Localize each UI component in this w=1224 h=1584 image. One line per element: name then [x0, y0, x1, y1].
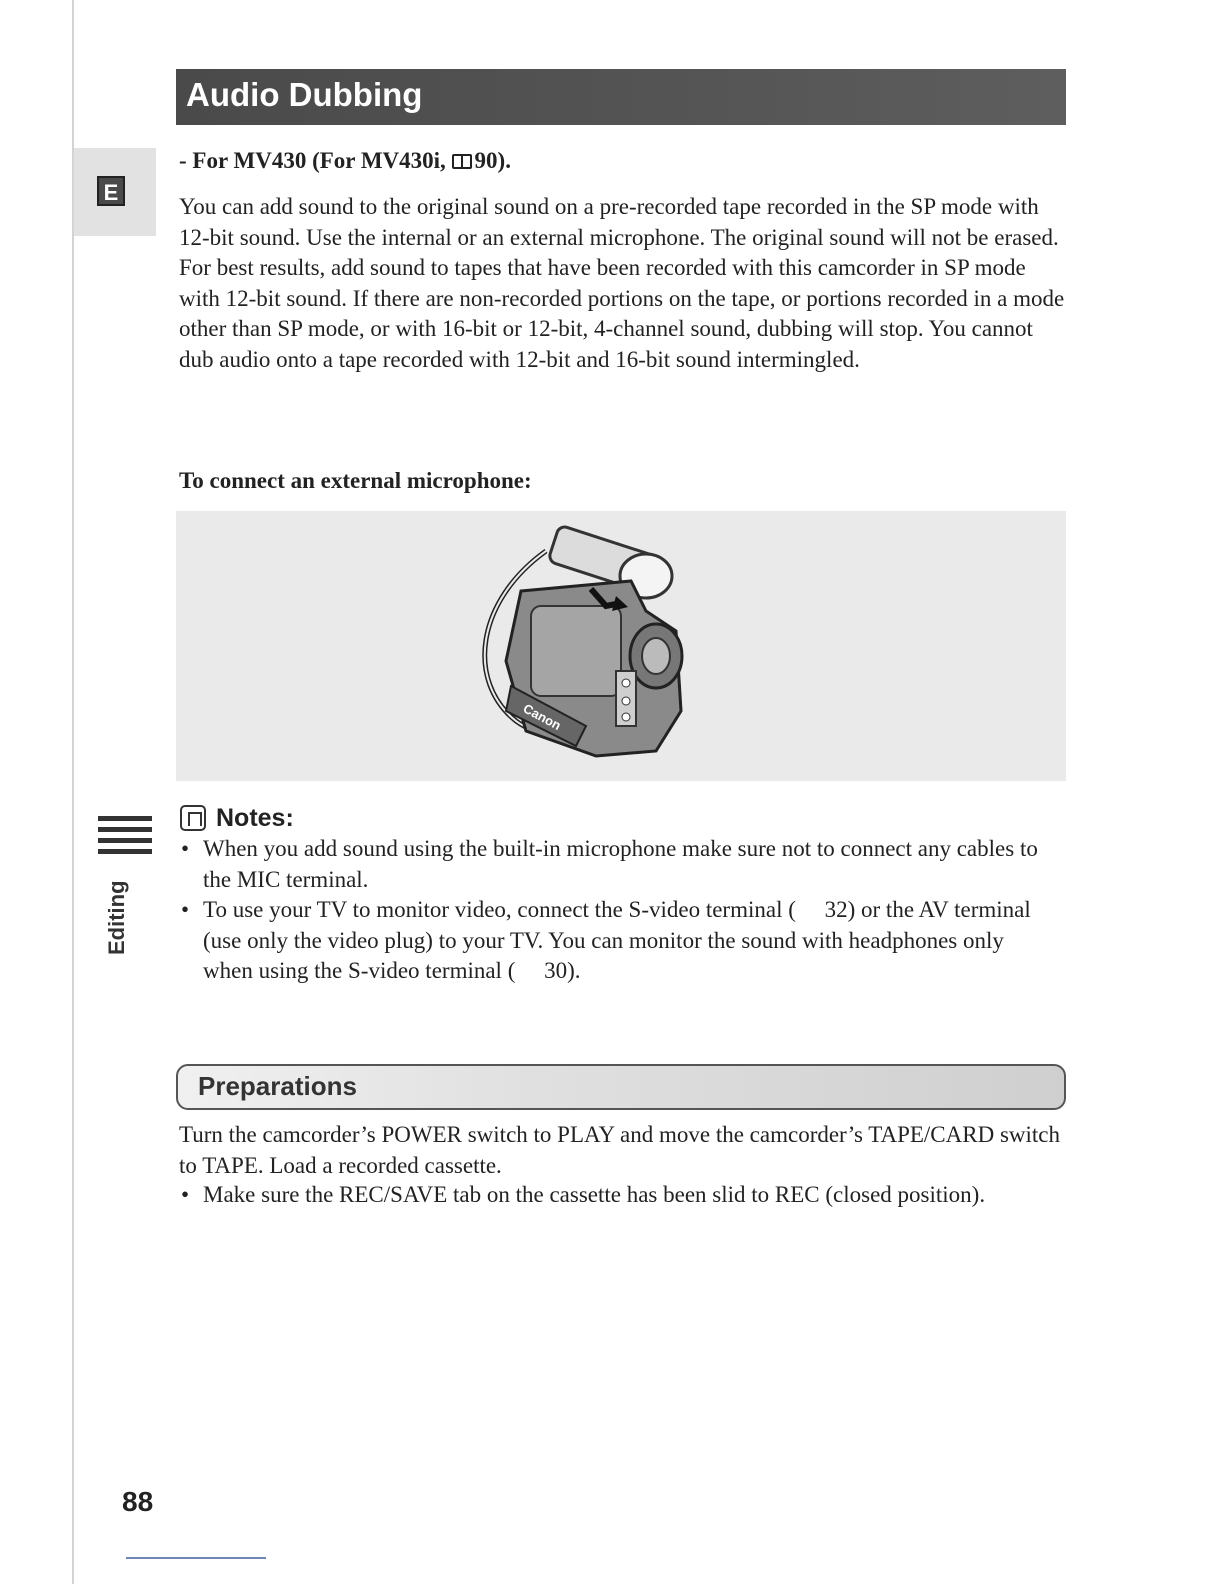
book-icon [452, 154, 472, 169]
note-item: • When you add sound using the built-in microphone make sure not to connect any cables to the MIC terminal. [179, 834, 1059, 895]
note-item: • To use your TV to monitor video, connect the S-video terminal ( 32) or the AV terminal (use only the video plug) to your TV. You can monitor the sound with headphones only when using the S-video terminal ( 30). [179, 895, 1059, 987]
page-title: Audio Dubbing [186, 76, 423, 113]
preparations-bar [176, 1064, 1066, 1110]
preparations-list [179, 1180, 1059, 1211]
preparation-item: • Make sure the REC/SAVE tab on the cassette has been slid to REC (closed position). [179, 1180, 1059, 1211]
section-index-bars [98, 816, 152, 860]
language-tab: E [97, 176, 125, 206]
notes-list [179, 834, 1059, 987]
model-line [179, 146, 1069, 177]
camcorder-microphone-drawing [176, 511, 1066, 781]
page-number: 88 [122, 1486, 154, 1517]
camcorder-logo: Canon [520, 700, 564, 733]
intro-paragraph-2: For best results, add sound to tapes that have been recorded with this camcorder in SP mode with 12-bit sound. If there are non-recorded portions on the tape, or portions recorded in a mode other than SP mode, or with 16-bit or 12-bit, 4-channel sound, dubbing will stop. You cannot dub audio onto a tape recorded with 12-bit and 16-bit sound intermingled. [179, 255, 1065, 372]
preparations-title: Preparations [198, 1071, 357, 1101]
section-label: Editing [104, 880, 129, 955]
notes-heading [180, 803, 294, 833]
connect-heading: To connect an external microphone: [179, 468, 532, 493]
intro-paragraph-1: You can add sound to the original sound on a pre-recorded tape recorded in the SP mode with 12-bit sound. Use the internal or an external microphone. The original sound will not be erased. [179, 194, 1059, 250]
preparations-text: Turn the camcorder’s POWER switch to PLAY and move the camcorder’s TAPE/CARD switch to TAPE. Load a recorded cassette. [179, 1122, 1060, 1178]
footer-rule [126, 1557, 266, 1559]
note-icon [180, 805, 206, 831]
title-bar [176, 69, 1066, 125]
camcorder-icon [506, 581, 682, 756]
page-margin-rule [72, 0, 74, 1584]
notes-title: Notes: [216, 804, 294, 832]
intro-text [179, 192, 1069, 375]
model-line-text: - For MV430 (For MV430i, [179, 148, 452, 173]
model-line-ref: 90). [474, 148, 511, 173]
microphone-illustration [176, 511, 1066, 781]
